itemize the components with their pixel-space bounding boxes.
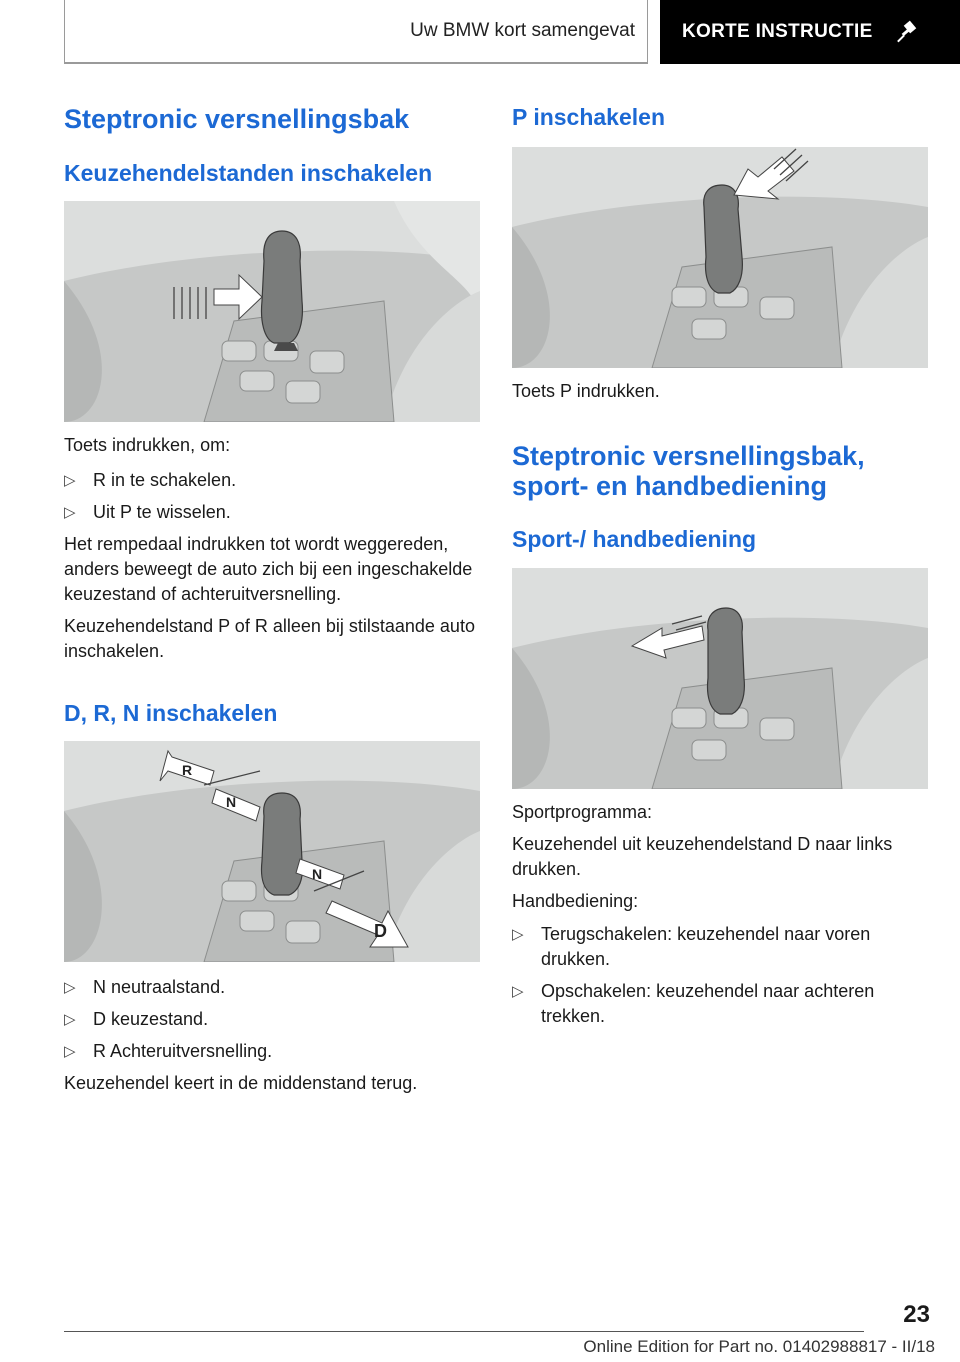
bullet-triangle-icon: ▷: [64, 1043, 76, 1060]
section-title-steptronic: Steptronic versnellingsbak: [64, 104, 410, 134]
header-section-title: [64, 0, 648, 64]
paragraph-standstill: Keuzehendelstand P of R alleen bij stilstaande auto inschakelen.: [64, 616, 475, 661]
manual-label: Handbediening:: [512, 891, 639, 911]
figure-sport-shift: [512, 568, 928, 789]
bullet-triangle-icon: ▷: [64, 472, 76, 489]
list-item: ▷ Uit P te wisselen.: [64, 500, 231, 525]
header-chapter-tab[interactable]: [660, 0, 960, 64]
figure-p-button: [512, 147, 928, 368]
bullet-triangle-icon: ▷: [512, 983, 524, 1000]
section-title-text: Uw BMW kort samengevat: [410, 20, 635, 41]
fig-label-n: N: [226, 794, 237, 810]
subtitle-drn: D, R, N inschakelen: [64, 700, 278, 726]
bullet-triangle-icon: ▷: [512, 926, 524, 943]
page-number: 23: [903, 1301, 930, 1328]
section-title-sport: Steptronic versnellingsbak, sport- en handbediening: [512, 441, 865, 501]
list-item: ▷ R Achteruitversnelling.: [64, 1039, 272, 1064]
footer-divider: [64, 1331, 864, 1332]
paragraph-brake: Het rempedaal indrukken tot wordt weggereden, anders beweegt de auto zich bij een ingeschakelde keuzestand of achteruitversnelling.: [64, 534, 473, 604]
sport-label: Sportprogramma:: [512, 802, 653, 822]
fig-label-d: D: [374, 921, 387, 941]
pin-icon: [895, 19, 921, 45]
gear-lever-illustration-4: [512, 568, 928, 789]
chapter-title-text: KORTE INSTRUCTIE: [682, 21, 873, 42]
list-item: ▷ R in te schakelen.: [64, 468, 236, 493]
sport-text: Keuzehendel uit keuzehendelstand D naar links drukken.: [512, 834, 893, 879]
footer-edition: Online Edition for Part no. 01402988817 - II/18: [583, 1337, 935, 1356]
subtitle-sport-hand: Sport-/ handbediening: [512, 526, 757, 552]
subtitle-keuzehendelstanden: Keuzehendelstanden inschakelen: [64, 160, 433, 186]
p-caption: Toets P indrukken.: [512, 381, 660, 401]
intro-text: Toets indrukken, om:: [64, 435, 231, 455]
bullet-triangle-icon: ▷: [64, 504, 76, 521]
list-item: ▷ D keuzestand.: [64, 1007, 208, 1032]
bullet-triangle-icon: ▷: [64, 1011, 76, 1028]
list-item: ▷ Terugschakelen: keuzehendel naar voren drukken.: [512, 924, 871, 969]
bullet-triangle-icon: ▷: [64, 979, 76, 996]
fig-label-r: R: [182, 762, 193, 778]
figure-button-press: [64, 201, 480, 422]
subtitle-p-inschakelen: P inschakelen: [512, 104, 665, 130]
figure-drn-shift: [64, 741, 480, 962]
list-item: ▷ Opschakelen: keuzehendel naar achteren trekken.: [512, 981, 875, 1026]
gear-lever-illustration-3: [512, 147, 928, 368]
paragraph-middle-position: Keuzehendel keert in de middenstand terug.: [64, 1073, 418, 1093]
list-item: ▷ N neutraalstand.: [64, 975, 225, 1000]
gear-lever-illustration-1: [64, 201, 480, 422]
fig-label-n-lower: N: [312, 866, 323, 882]
gear-lever-illustration-2: [64, 741, 480, 962]
